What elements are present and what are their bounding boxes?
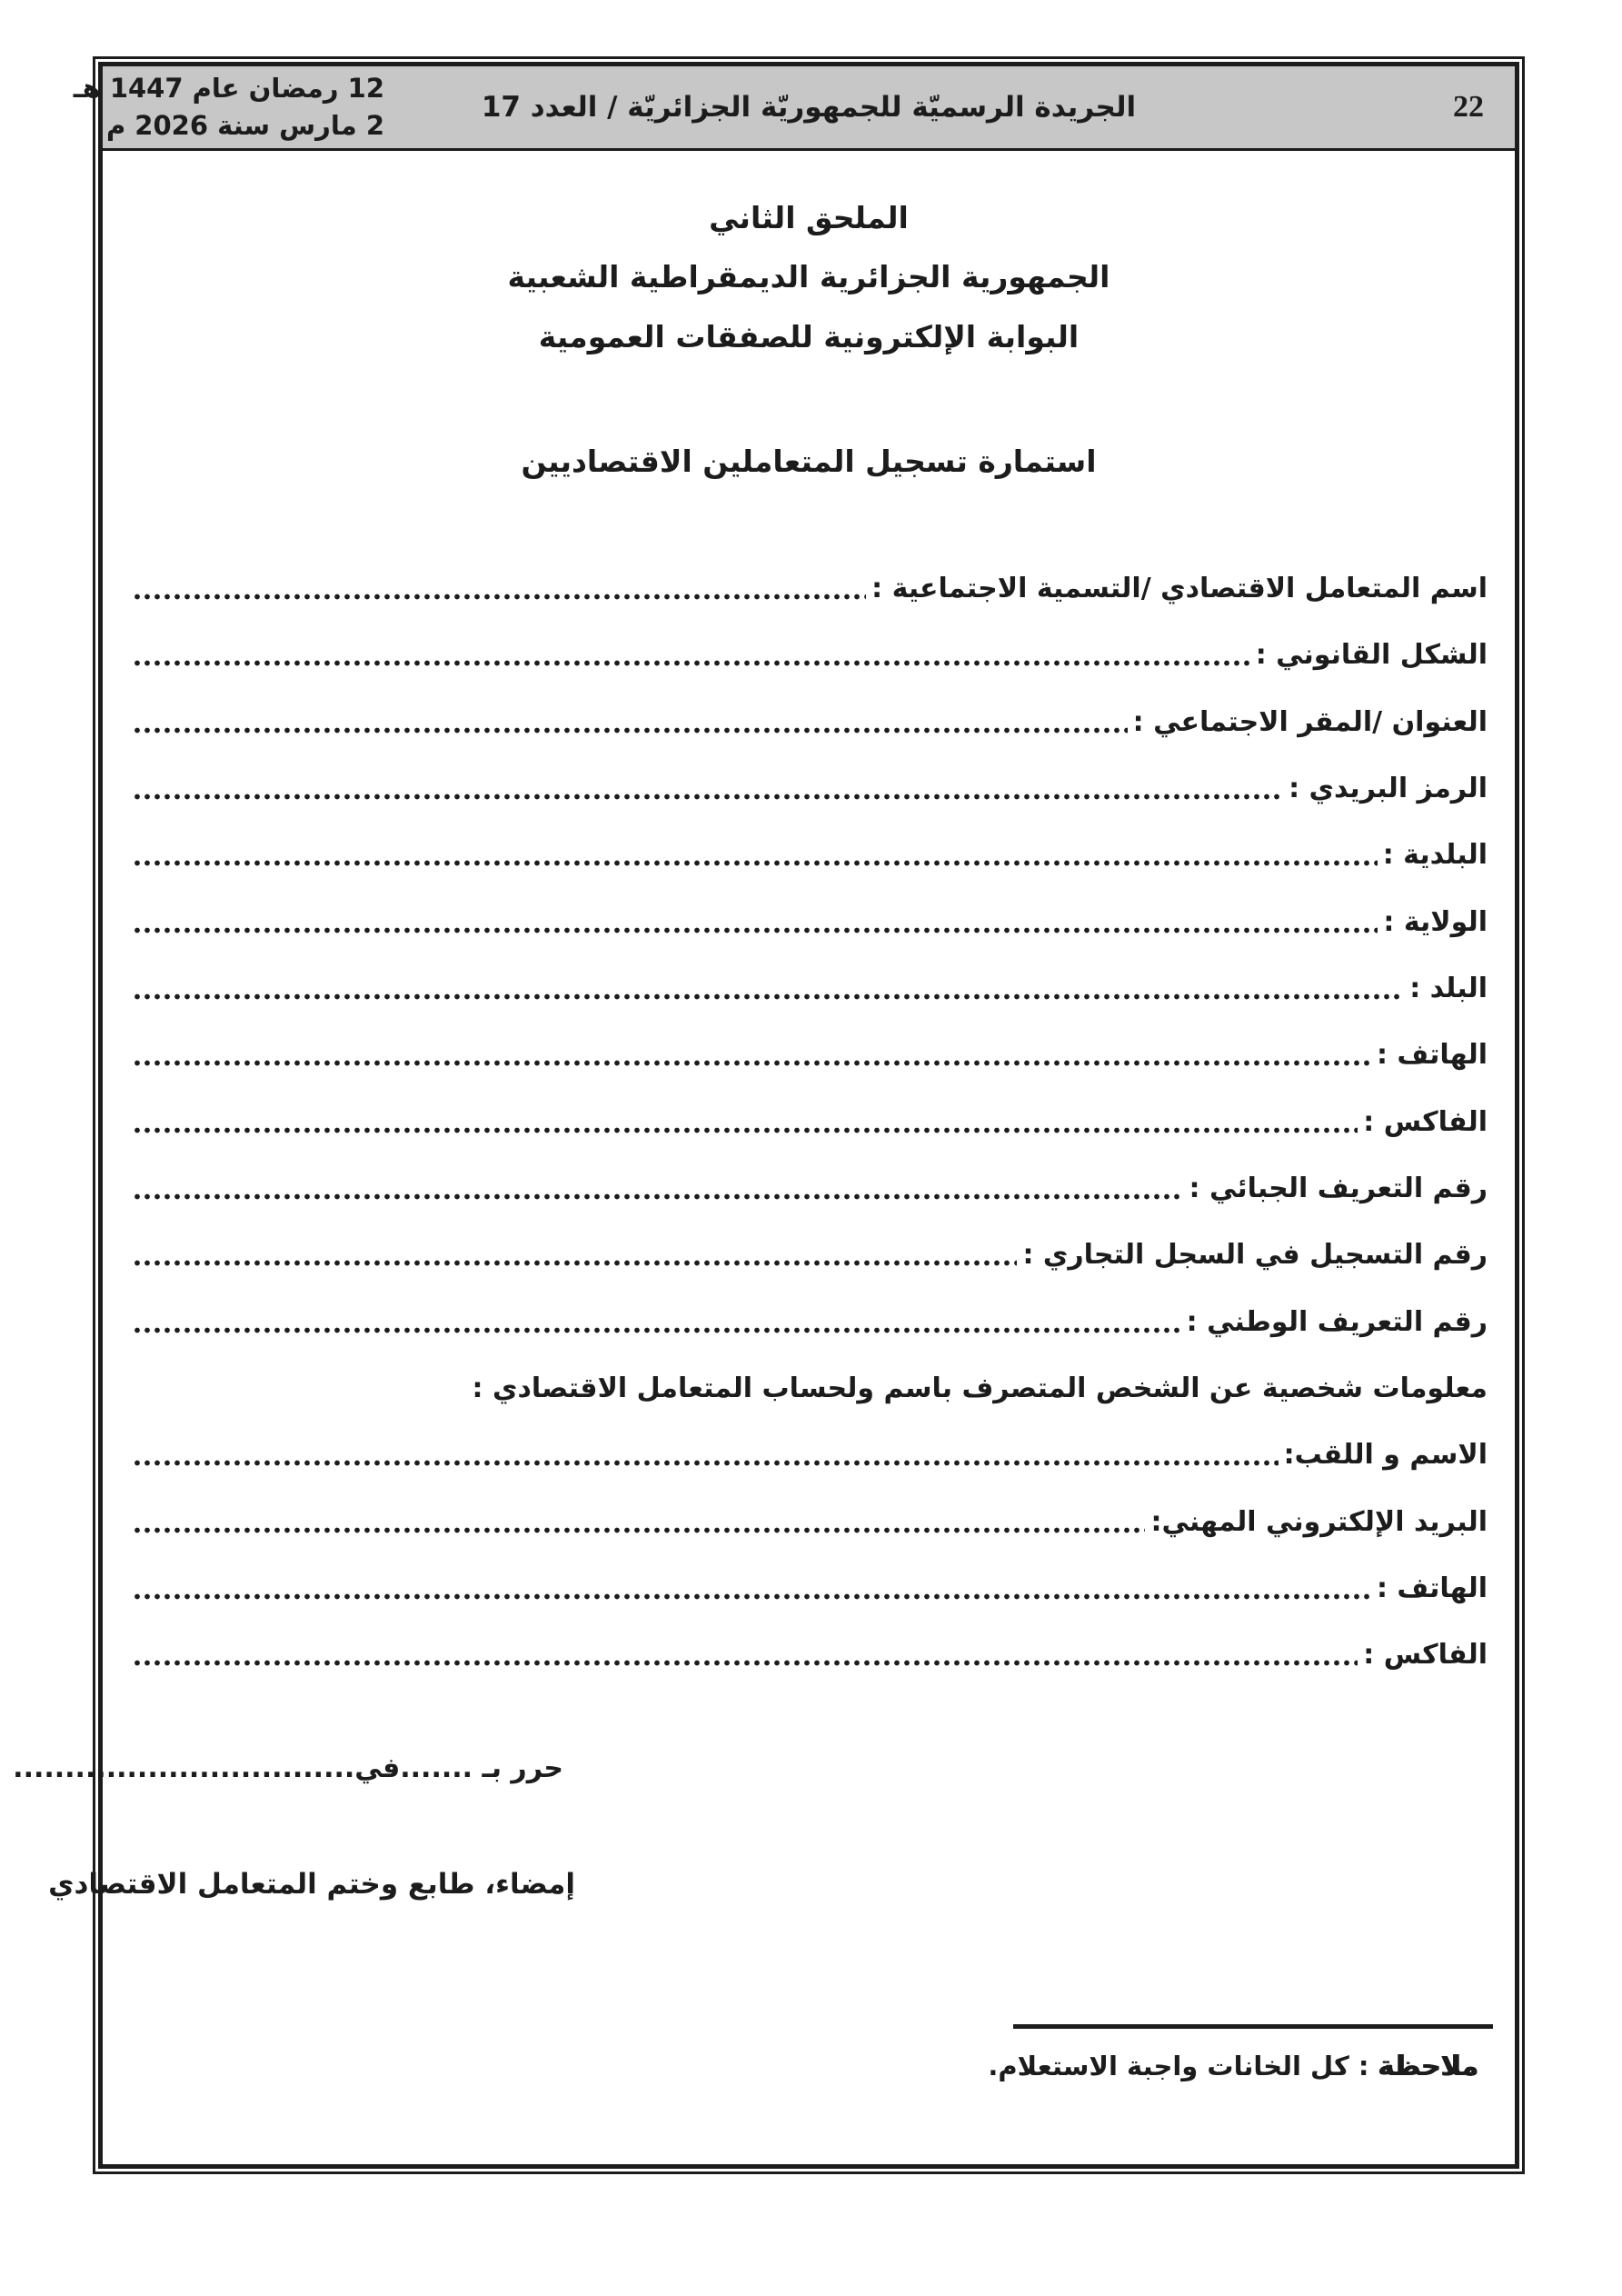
field-label: رقم التسجيل في السجل التجاري :: [1022, 1239, 1488, 1271]
field-row-contact-fax: [134, 1635, 1488, 1675]
field-label: الاسم و اللقب:: [1283, 1439, 1488, 1471]
field-row-legal-form: [134, 635, 1488, 675]
field-label: البريد الإلكتروني المهني:: [1150, 1506, 1488, 1538]
field-row-professional-email: [134, 1502, 1488, 1542]
footer-note-text: : كل الخانات واجبة الاستعلام.: [988, 2051, 1378, 2081]
dotted-fill-line: [134, 926, 1378, 934]
field-label: رقم التعريف الوطني :: [1186, 1306, 1488, 1338]
footer-note: [988, 2051, 1478, 2082]
field-row-trade-register: [134, 1235, 1488, 1275]
field-label: رقم التعريف الجبائي :: [1189, 1173, 1488, 1204]
dotted-fill-line: [134, 1126, 1358, 1134]
field-label: اسم المتعامل الاقتصادي /التسمية الاجتماعية :: [871, 573, 1488, 604]
annex-title: الملحق الثاني: [709, 200, 909, 235]
field-row-full-name: [134, 1435, 1488, 1475]
field-row-national-id: [134, 1303, 1488, 1343]
field-label: العنوان /المقر الاجتماعي :: [1132, 706, 1488, 738]
page-number: 22: [1453, 90, 1484, 124]
section-header-label: معلومات شخصية عن الشخص المتصرف باسم ولحساب المتعامل الاقتصادي :: [472, 1373, 1488, 1404]
dotted-fill-line: [134, 593, 866, 601]
note-separator-rule: [1013, 2024, 1493, 2029]
footer-note-label: ملاحظة: [1378, 2051, 1478, 2082]
field-row-fax: [134, 1103, 1488, 1143]
dotted-fill-line: [134, 1326, 1181, 1334]
field-row-country: [134, 969, 1488, 1009]
field-row-postal-code: [134, 769, 1488, 809]
section-header-personal-info: [134, 1369, 1488, 1409]
date-gregorian: 2 مارس سنة 2026 م: [105, 110, 384, 141]
portal-title: البوابة الإلكترونية للصفقات العمومية: [538, 319, 1080, 354]
field-label: الهاتف :: [1376, 1039, 1488, 1071]
dotted-fill-line: [134, 1526, 1145, 1534]
dotted-fill-line: [134, 793, 1283, 801]
field-label: الفاكس :: [1363, 1106, 1488, 1138]
date-hijri: 12 رمضان عام 1447 هـ: [73, 73, 384, 104]
field-label: الهاتف :: [1376, 1572, 1488, 1604]
journal-header-bar: [73, 66, 1515, 151]
field-label: البلدية :: [1382, 839, 1488, 871]
dotted-fill-line: [134, 1659, 1358, 1667]
field-row-contact-phone: [134, 1569, 1488, 1609]
republic-title: الجمهورية الجزائرية الديمقراطية الشعبية: [507, 259, 1110, 294]
dotted-fill-line: [134, 726, 1128, 734]
field-label: الولاية :: [1383, 906, 1488, 938]
dotted-fill-line: [134, 859, 1378, 867]
signature-stamp-caption: إمضاء، طابع وختم المتعامل الاقتصادي: [48, 1868, 575, 1901]
page-outer-border: [13, 56, 1525, 2174]
page-inner-border: [13, 62, 1519, 2169]
dotted-fill-line: [134, 1193, 1184, 1201]
field-row-wilaya: [134, 903, 1488, 943]
field-label: الرمز البريدي :: [1289, 773, 1488, 804]
field-row-tax-id: [134, 1169, 1488, 1209]
dotted-fill-line: [134, 659, 1250, 667]
dotted-fill-line: [134, 1059, 1371, 1067]
field-row-municipality: [134, 835, 1488, 875]
journal-title: الجريدة الرسميّة للجمهوريّة الجزائريّة / العدد 17: [481, 91, 1137, 124]
dotted-fill-line: [134, 1592, 1371, 1601]
field-label: الشكل القانوني :: [1255, 639, 1488, 671]
field-label: البلد :: [1409, 973, 1488, 1004]
form-title: استمارة تسجيل المتعاملين الاقتصاديين: [521, 444, 1097, 479]
field-label: الفاكس :: [1363, 1639, 1488, 1671]
field-row-address: [134, 703, 1488, 743]
field-row-operator-name: [134, 569, 1488, 609]
drawn-up-at-line: حرر بـ .......في.................................: [13, 1752, 563, 1784]
dotted-fill-line: [134, 1259, 1017, 1267]
dotted-fill-line: [134, 1459, 1279, 1467]
dotted-fill-line: [134, 993, 1404, 1001]
field-row-phone: [134, 1035, 1488, 1075]
